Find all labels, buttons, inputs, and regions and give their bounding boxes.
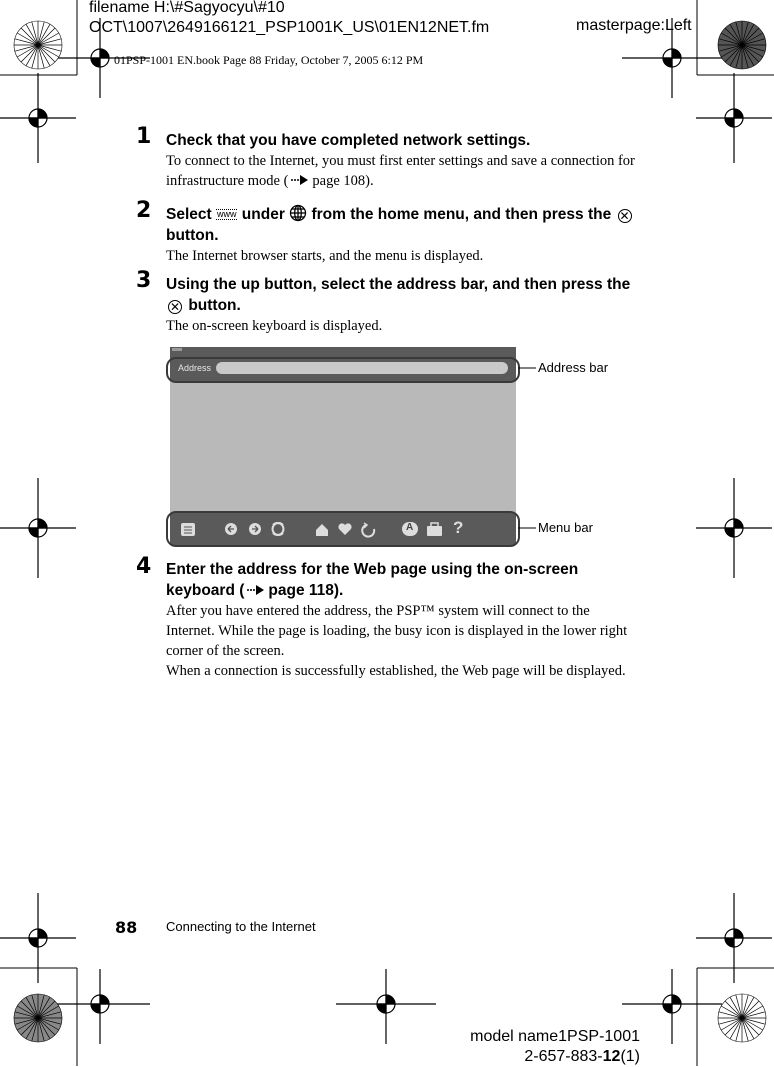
cross-button-icon: ✕ <box>169 300 181 314</box>
callout-lines <box>516 360 538 540</box>
menu-a-icon: A <box>406 522 414 533</box>
www-icon: www <box>216 209 237 219</box>
masterpage-label: masterpage:Left <box>576 17 692 34</box>
callout-address-bar: Address bar <box>538 360 609 375</box>
step-3-title: Using the up button, select the address bar, and then press the ✕ button. <box>166 276 631 314</box>
section-title: Connecting to the Internet <box>166 919 316 934</box>
menu-bar-highlight <box>166 511 520 547</box>
filename-line-2: OCT\1007\2649166121_PSP1001K_US\01EN12NET.fm <box>89 19 490 36</box>
step-3-number: 3 <box>136 268 152 293</box>
page-ref-arrow-icon <box>246 585 266 595</box>
step-1-number: 1 <box>136 124 152 149</box>
step-2-body: The Internet browser starts, and the menu is displayed. <box>166 248 484 264</box>
page-ref-arrow-icon <box>290 175 310 185</box>
step-4-title: Enter the address for the Web page using the on-screen keyboard ( page 118). <box>166 561 579 599</box>
help-icon: ? <box>453 518 464 537</box>
step-1-body: To connect to the Internet, you must first enter settings and save a connection for infrastructure mode ( page 108). <box>166 153 635 189</box>
filename-line-1: filename H:\#Sagyocyu\#10 <box>89 0 285 16</box>
model-line-2: 2-657-883-12(1) <box>524 1048 640 1065</box>
step-4-body-2: When a connection is successfully established, the Web page will be displayed. <box>166 663 626 679</box>
address-bar-highlight <box>166 357 520 383</box>
step-4-number: 4 <box>136 554 152 579</box>
cross-button-icon: ✕ <box>619 209 630 223</box>
browser-screenshot <box>170 347 516 545</box>
address-label: Address <box>178 363 212 373</box>
step-2-title: Select www under from the home menu, and then press the ✕ button. <box>166 206 630 244</box>
book-info: 01PSP-1001 EN.book Page 88 Friday, October 7, 2005 6:12 PM <box>114 53 424 67</box>
step-2-number: 2 <box>136 198 152 223</box>
globe-icon <box>289 204 307 222</box>
callout-menu-bar: Menu bar <box>538 520 593 535</box>
step-1-title: Check that you have completed network settings. <box>166 132 531 149</box>
step-4-body-1: After you have entered the address, the PSP™ system will connect to the Internet. While the page is loading, the busy icon is displayed in the lower right corner of the screen. <box>166 603 628 659</box>
page-number: 88 <box>115 918 138 937</box>
model-line-1: model name1PSP-1001 <box>470 1028 640 1045</box>
step-3-body: The on-screen keyboard is displayed. <box>166 318 383 334</box>
